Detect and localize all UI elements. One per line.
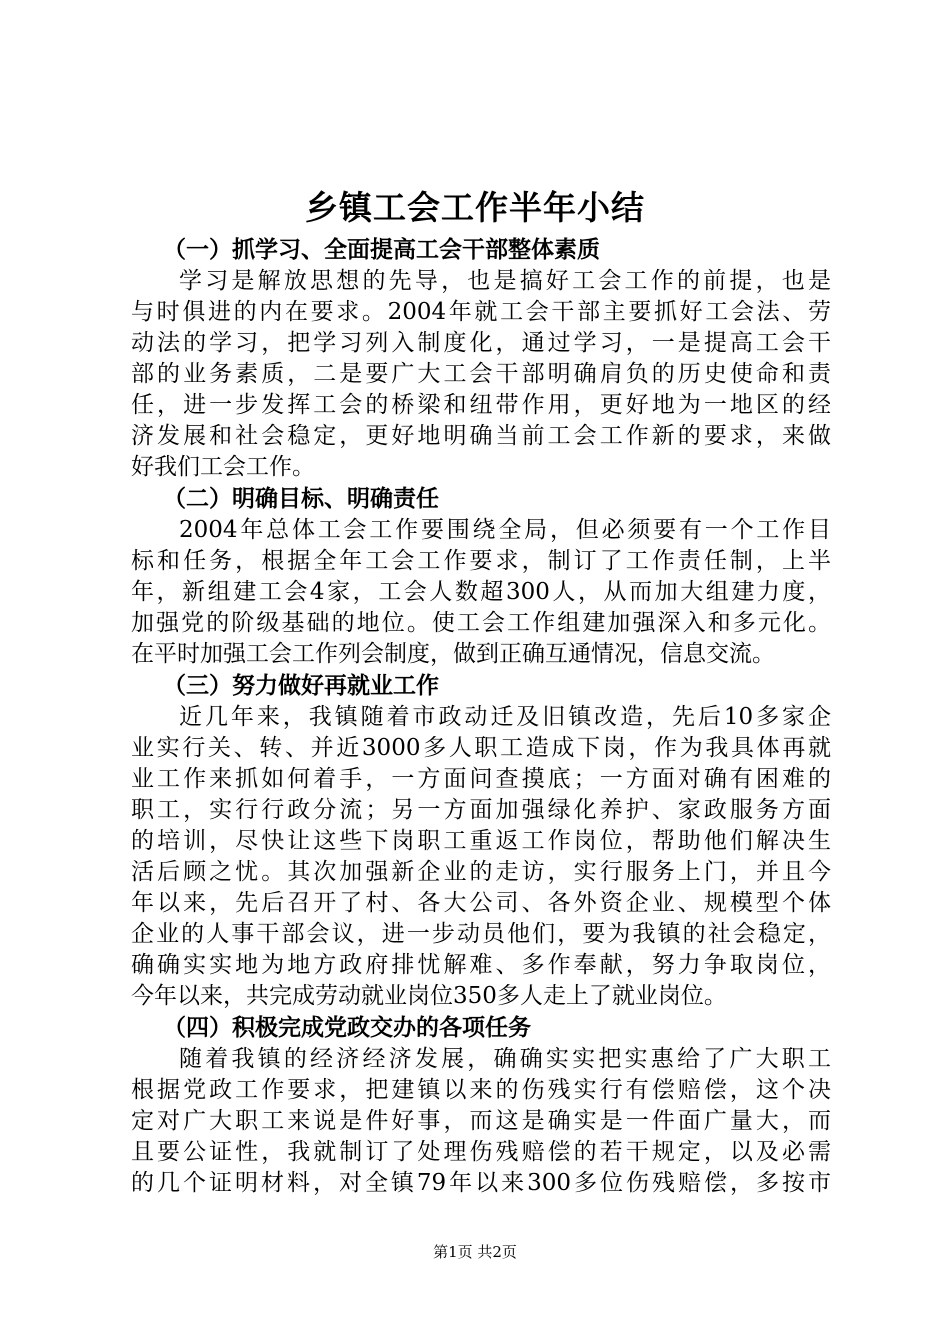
section-paragraph-3 [131, 702, 831, 1012]
paragraph-line: 标和任务，根据全年工会工作要求，制订了工作责任制，上半 [131, 548, 831, 574]
section-heading-3: （三）努力做好再就业工作 [163, 673, 439, 699]
paragraph-line: 加强党的阶级基础的地位。使工会工作组建加强深入和多元化。 [131, 610, 831, 636]
paragraph-line: 根据党政工作要求，把建镇以来的伤残实行有偿赔偿，这个决 [131, 1077, 831, 1103]
paragraph-line: 年以来，先后召开了村、各大公司、各外资企业、规模型个体 [131, 890, 831, 916]
section-paragraph-4 [131, 1044, 831, 1199]
section-heading-2: （二）明确目标、明确责任 [163, 486, 439, 512]
paragraph-line: 好我们工会工作。 [131, 454, 315, 480]
document-title: 乡镇工会工作半年小结 [305, 188, 645, 227]
paragraph-line: 学习是解放思想的先导，也是搞好工会工作的前提，也是 [179, 268, 831, 294]
paragraph-line: 与时俱进的内在要求。2004年就工会干部主要抓好工会法、劳 [131, 299, 831, 325]
paragraph-line: 年，新组建工会4家，工会人数超300人，从而加大组建力度， [131, 579, 831, 605]
paragraph-line: 的几个证明材料，对全镇79年以来300多位伤残赔偿，多按市 [131, 1170, 831, 1196]
paragraph-line: 业工作来抓如何着手，一方面问查摸底；一方面对确有困难的 [131, 766, 831, 792]
paragraph-line: 近几年来，我镇随着市政动迁及旧镇改造，先后10多家企 [179, 704, 831, 730]
paragraph-line: 2004年总体工会工作要围绕全局，但必须要有一个工作目 [179, 517, 831, 543]
paragraph-line: 的培训，尽快让这些下岗职工重返工作岗位，帮助他们解决生 [131, 828, 831, 854]
paragraph-line: 活后顾之忧。其次加强新企业的走访，实行服务上门，并且今 [131, 859, 831, 885]
paragraph-line: 确确实实地为地方政府排忧解难、多作奉献，努力争取岗位， [131, 952, 831, 978]
section-paragraph-2 [131, 515, 831, 670]
paragraph-line: 定对广大职工来说是件好事，而这是确实是一件面广量大，而 [131, 1108, 831, 1134]
section-heading-4: （四）积极完成党政交办的各项任务 [163, 1015, 531, 1041]
paragraph-line: 在平时加强工会工作列会制度，做到正确互通情况，信息交流。 [131, 641, 775, 667]
section-paragraph-1 [131, 266, 831, 483]
paragraph-line: 济发展和社会稳定，更好地明确当前工会工作新的要求，来做 [131, 423, 831, 449]
paragraph-line: 任，进一步发挥工会的桥梁和纽带作用，更好地为一地区的经 [131, 392, 831, 418]
section-heading-1: （一）抓学习、全面提高工会干部整体素质 [163, 237, 600, 263]
paragraph-line: 随着我镇的经济经济发展，确确实实把实惠给了广大职工 [179, 1046, 831, 1072]
paragraph-line: 部的业务素质，二是要广大工会干部明确肩负的历史使命和责 [131, 361, 831, 387]
paragraph-line: 今年以来，共完成劳动就业岗位350多人走上了就业岗位。 [131, 983, 727, 1009]
paragraph-line: 动法的学习，把学习列入制度化，通过学习，一是提高工会干 [131, 330, 831, 356]
page-number-footer: 第1页 共2页 [433, 1243, 517, 1261]
paragraph-line: 企业的人事干部会议，进一步动员他们，要为我镇的社会稳定， [131, 921, 831, 947]
paragraph-line: 且要公证性，我就制订了处理伤残赔偿的若干规定，以及必需 [131, 1139, 831, 1165]
paragraph-line: 职工，实行行政分流；另一方面加强绿化养护、家政服务方面 [131, 797, 831, 823]
document-body [131, 234, 831, 1199]
paragraph-line: 业实行关、转、并近3000多人职工造成下岗，作为我具体再就 [131, 735, 831, 761]
